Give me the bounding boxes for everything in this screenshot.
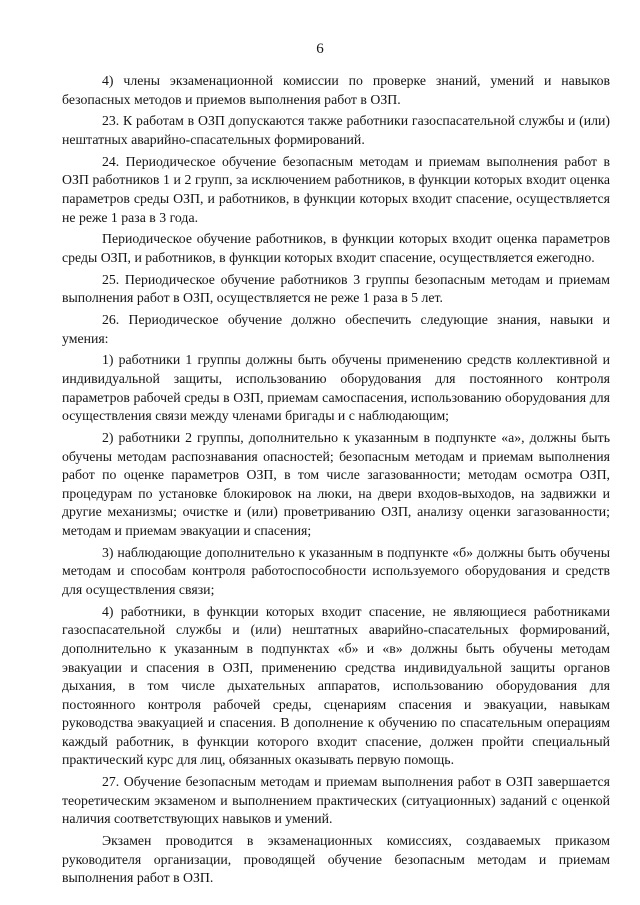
document-body [62,72,610,888]
paragraph-26-item-1: 1) работники 1 группы должны быть обучены применению средств коллективной и индивидуальной защиты, использованию оборудования для постоянного контроля параметров рабочей среды в ОЗП, приемам самоспасения, использованию оборудования для осуществления связи между членами бригады и с наблюдающим; [62,352,610,424]
paragraph-25: 25. Периодическое обучение работников 3 группы безопасным методам и приемам выполнения работ в ОЗП, осуществляется не реже 1 раза в 5 лет. [62,271,610,306]
paragraph-24: 24. Периодическое обучение безопасным методам и приемам выполнения работ в ОЗП работников 1 и 2 групп, за исключением работников, в функции которых входит оценка параметров среды ОЗП, и работников, в функции которых входит спасение, осуществляется не реже 1 раза в 3 года. [62,153,610,225]
paragraph-24-continued: Периодическое обучение работников, в функции которых входит оценка параметров среды ОЗП, и работников, в функции которых входит спасение, осуществляется ежегодно. [62,231,610,265]
paragraph-27-continued: Экзамен проводится в экзаменационных комиссиях, создаваемых приказом руководителя организации, проводящей обучение безопасным методам и приемам выполнения работ в ОЗП. [62,833,610,886]
paragraph-26-item-3: 3) наблюдающие дополнительно к указанным в подпункте «б» должны быть обучены методам и способам контроля работоспособности используемого оборудования и средств для осуществления связи; [62,544,610,597]
page-number: 6 [316,41,324,57]
paragraph-item-4-commission: 4) члены экзаменационной комиссии по проверке знаний, умений и навыков безопасных методов и приемов выполнения работ в ОЗП. [62,73,610,107]
paragraph-27: 27. Обучение безопасным методам и приемам выполнения работ в ОЗП завершается теоретическим экзаменом и выполнением практических (ситуационных) заданий с оценкой наличия соответствующих навыков и умений. [62,774,610,827]
paragraph-23: 23. К работам в ОЗП допускаются также работники газоспасательной службы и (или) нештатных аварийно-спасательных формирований. [62,113,610,147]
paragraph-26-item-4: 4) работники, в функции которых входит спасение, не являющиеся работниками газоспасательной службы и (или) нештатных аварийно-спасательных формирований, дополнительно к указанным в подпунктах «б» и «в» должны быть обучены методам эвакуации и спасения в ОЗП, применению средства индивидуальной защиты органов дыхания, в том числе дыхательных аппаратов, использованию оборудования для постоянного контроля рабочей среды, сценариям спасения и эвакуации, навыкам руководства эвакуацией и спасения. В дополнение к обучению по спасательным операциям каждый работник, в функции которого входит спасение, должен пройти специальный практический курс для лиц, обязанных оказывать первую помощь. [62,603,610,768]
paragraph-26-item-2: 2) работники 2 группы, дополнительно к указанным в подпункте «а», должны быть обучены методам распознавания опасностей; безопасным методам и приемам выполнения работ по оценке параметров ОЗП, в том числе загазованности; методам осмотра ОЗП, процедурам по установке блокировок на люки, на двери входов-выходов, на задвижки и другие механизмы; очистке и (или) проветриванию ОЗП, анализу оценки загазованности; методам и приемам эвакуации и спасения; [62,430,610,538]
paragraph-26: 26. Периодическое обучение должно обеспечить следующие знания, навыки и умения: [62,312,610,346]
